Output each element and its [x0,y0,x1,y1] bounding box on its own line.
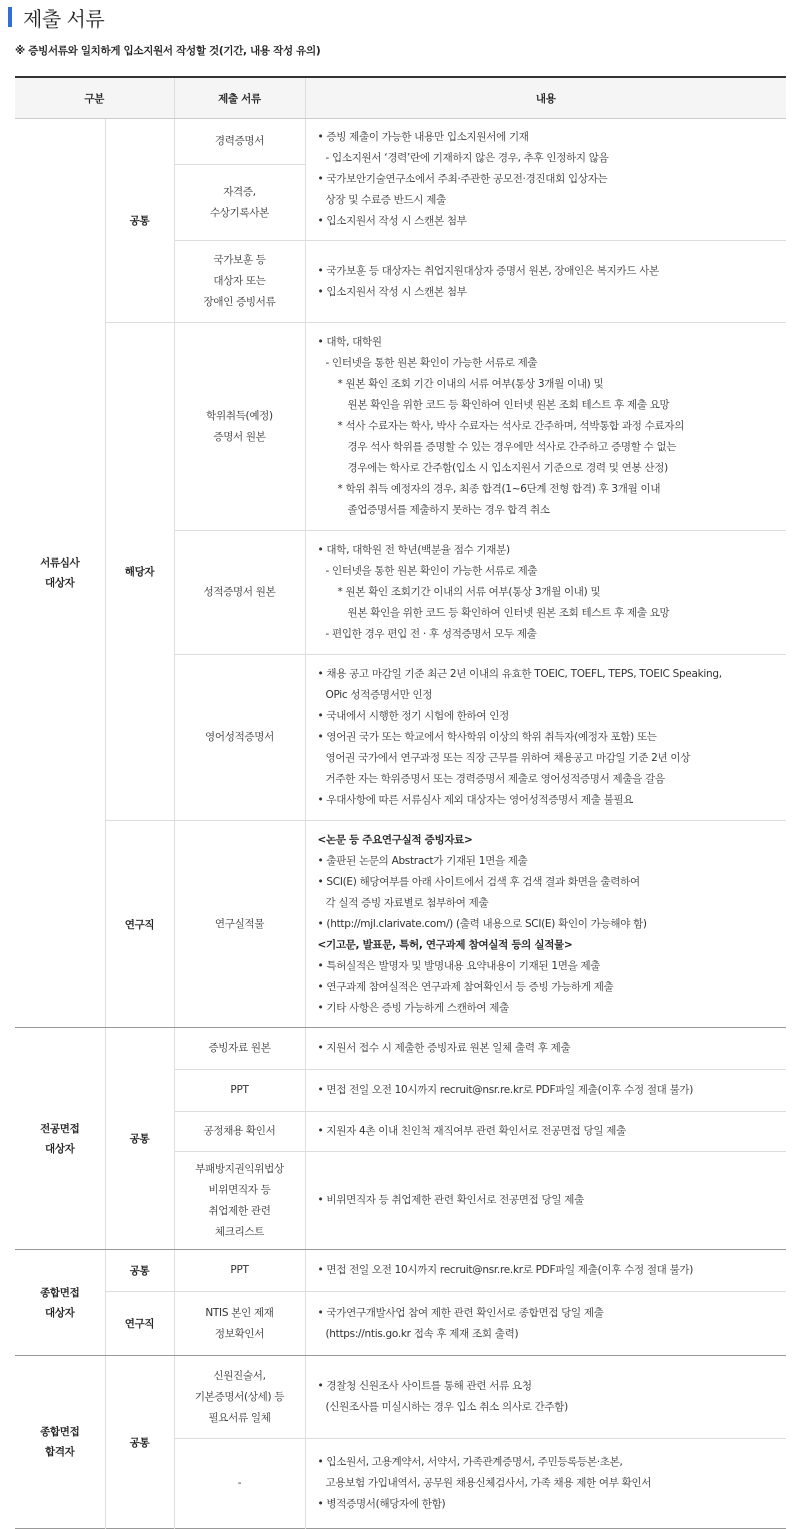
content-line: • 우대사항에 따른 서류심사 제외 대상자는 영어성적증명서 제출 불필요 [317,794,634,806]
document-name-line: 수상기록사본 [209,206,270,219]
document-name-line: 취업제한 관련 [208,1204,271,1217]
title-accent-bar [8,7,12,27]
content-line: • 특허실적은 발명자 및 발명내용 요약내용이 기재된 1면을 제출 [317,959,601,972]
document-cell [174,1439,305,1529]
header-content: 내용 [305,77,786,119]
document-cell [174,1250,305,1292]
content-line: • 경찰청 신원조사 사이트를 통해 관련 서류 요청 [317,1380,532,1392]
content-line: • 입소지원서 작성 시 스캔본 첨부 [317,215,467,227]
document-name-line: 공정채용 확인서 [203,1125,276,1137]
document-name-line: - [237,1477,242,1489]
document-name-line: 증명서 원본 [213,430,266,443]
document-name-line: 부패방지권익위법상 [195,1162,284,1175]
subgroup-label: 해당자 [105,323,174,821]
document-cell [174,821,305,1028]
document-cell [174,1028,305,1070]
content-line: • 입소지원서 작성 시 스캔본 첨부 [317,285,467,298]
table-row [15,1250,786,1292]
subgroup-label: 연구직 [105,821,174,1028]
subgroup-label: 공통 [105,119,174,323]
content-line: • 연구과제 참여실적은 연구과제 참여확인서 등 증빙 가능하게 제출 [317,980,614,993]
document-name-line: 체크리스트 [214,1225,265,1238]
content-line: • 국가보훈 등 대상자는 취업지원대상자 증명서 원본, 장애인은 복지카드 사본 [317,264,659,277]
content-line: <논문 등 주요연구실적 증빙자료> [317,833,473,846]
document-name-line: 영어성적증명서 [205,731,274,743]
content-cell [305,821,786,1028]
content-line: • 입소원서, 고용계약서, 서약서, 가족관계증명서, 주민등록등본·초본, [317,1456,623,1468]
content-line: • 증빙 제출이 가능한 내용만 입소지원서에 기재 [317,131,529,143]
content-cell [305,1439,786,1529]
content-cell [305,531,786,655]
content-line: • 대학, 대학원 전 학년(백분율 점수 기재분) [317,544,510,556]
content-line: • 병적증명서(해당자에 한함) [317,1498,446,1510]
document-name-line: 비위면직자 등 [208,1183,271,1196]
content-line: * 학위 취득 예정자의 경우, 최종 합격(1~6단계 전형 합격) 후 3개월 이내 [337,483,661,495]
content-line: • (http://mjl.clarivate.com/) (출력 내용으로 SCI(E) 확인이 가능해야 함) [317,917,647,930]
document-cell [174,1070,305,1112]
document-cell [174,1152,305,1250]
content-line: 상장 및 수료증 반드시 제출 [325,194,446,206]
content-cell [305,1152,786,1250]
header-category: 구분 [15,77,174,119]
content-line: • 지원자 4촌 이내 친인척 재직여부 관련 확인서로 전공면접 당일 제출 [317,1125,626,1137]
table-row [15,1028,786,1070]
group-label: 서류심사 대상자 [15,119,105,1028]
document-name-line: PPT [230,1084,249,1096]
group-label: 종합면접 대상자 [15,1250,105,1356]
content-line: - 입소지원서 ‘경력’란에 기재하지 않은 경우, 추후 인정하지 않음 [325,152,609,164]
document-cell [174,241,305,323]
content-line: • SCI(E) 해당여부를 아래 사이트에서 검색 후 검색 결과 화면을 출력하여 [317,875,640,888]
header-document: 제출 서류 [174,77,305,119]
document-cell [174,1112,305,1152]
content-line: 고용보험 가입내역서, 공무원 채용신체검사서, 가족 채용 제한 여부 확인서 [325,1477,652,1489]
content-line: 각 실적 증빙 자료별로 첨부하여 제출 [325,896,489,909]
section-title-text: 제출 서류 [23,6,105,31]
document-name-line: PPT [230,1264,249,1276]
content-line: • 면접 전일 오전 10시까지 recruit@nsr.re.kr로 PDF파일 제출(이후 수정 절대 불가) [317,1264,694,1276]
content-line: • 국가보안기술연구소에서 주최·주관한 공모전·경진대회 입상자는 [317,173,608,185]
content-line: • 국내에서 시행한 정기 시험에 한하여 인정 [317,710,509,722]
document-cell [174,323,305,531]
content-cell [305,1250,786,1292]
table-row [15,821,786,1028]
content-line: * 석사 수료자는 학사, 박사 수료자는 석사로 간주하며, 석박통합 과정 수료자의 [337,420,685,432]
group-label: 종합면접 합격자 [40,1426,80,1458]
content-line: - 편입한 경우 편입 전 · 후 성적증명서 모두 제출 [325,628,537,640]
content-cell [305,1292,786,1356]
content-line: 경우 석사 학위를 증명할 수 있는 경우에만 석사로 간주하고 증명할 수 없는 [347,441,677,453]
content-line: • 비위면직자 등 취업제한 관련 확인서로 전공면접 당일 제출 [317,1194,584,1206]
document-name-line: 성적증명서 원본 [203,586,276,598]
document-name-line: 대상자 또는 [213,275,266,287]
subgroup-label: 공통 [105,1356,174,1529]
content-line: • 국가연구개발사업 참여 제한 관련 확인서로 종합면접 당일 제출 [317,1306,604,1319]
subgroup-label: 공통 [105,1250,174,1292]
content-line: (신원조사를 미실시하는 경우 입소 취소 의사로 간주함) [325,1401,568,1413]
documents-table [15,76,786,1529]
content-line: • 기타 사항은 증빙 가능하게 스캔하여 제출 [317,1001,509,1014]
content-line: 거주한 자는 학위증명서 또는 경력증명서 제출로 영어성적증명서 제출을 갈음 [325,773,665,785]
content-cell [305,1070,786,1112]
document-name-line: 필요서류 일체 [208,1411,271,1424]
content-cell [305,1112,786,1152]
table-row [15,323,786,531]
content-cell [305,1356,786,1439]
content-line: • 채용 공고 마감일 기준 최근 2년 이내의 유효한 TOEIC, TOEFL, TEPS, TOEIC Speaking, [317,668,722,680]
document-name-line: 증빙자료 원본 [208,1042,271,1054]
content-line: (https://ntis.go.kr 접속 후 제재 조회 출력) [325,1327,519,1340]
content-line: • 영어권 국가 또는 학교에서 학사학위 이상의 학위 취득자(예정자 포함) 또는 [317,731,657,743]
content-line: <기고문, 발표문, 특허, 연구과제 참여실적 등의 실적물> [317,938,573,951]
group-label: 전공면접 대상자 [15,1028,105,1250]
content-line: 경우에는 학사로 간주함(입소 시 입소지원서 기준으로 경력 및 연봉 산정) [347,462,668,474]
content-cell [305,655,786,821]
document-cell [174,531,305,655]
table-row [15,1356,786,1439]
document-name-line: 국가보훈 등 [213,254,266,266]
document-name-line: 신원진술서, [213,1369,266,1382]
document-cell [174,1356,305,1439]
subgroup-label: 공통 [105,1028,174,1250]
document-name-line: 학위취득(예정) [206,409,273,422]
content-cell [305,323,786,531]
document-name-line: 자격증, [223,185,256,198]
document-name-line: 장애인 증빙서류 [203,296,276,308]
content-line: 졸업증명서를 제출하지 못하는 경우 합격 취소 [347,504,550,516]
content-line: • 면접 전일 오전 10시까지 recruit@nsr.re.kr로 PDF파일 제출(이후 수정 절대 불가) [317,1084,694,1096]
table-header-row [15,77,786,119]
document-cell [174,119,305,165]
document-name-line: 기본증명서(상세) 등 [194,1390,285,1403]
subgroup-label: 연구직 [105,1292,174,1356]
section-title [8,2,104,32]
content-line: 원본 확인을 위한 코드 등 확인하여 인터넷 원본 조회 테스트 후 제출 요망 [347,607,670,619]
document-name-line: 경력증명서 [214,135,265,147]
content-line: • 대학, 대학원 [317,336,382,348]
table-row [15,1292,786,1356]
content-line: - 인터넷을 통한 원본 확인이 가능한 서류로 제출 [325,565,538,577]
document-name-line: NTIS 본인 제재 [205,1306,274,1319]
content-cell [305,1028,786,1070]
document-cell [174,1292,305,1356]
content-line: • 출판된 논문의 Abstract가 기재된 1면을 제출 [317,854,528,867]
document-cell [174,165,305,241]
content-line: - 인터넷을 통한 원본 확인이 가능한 서류로 제출 [325,357,538,369]
document-cell [174,655,305,821]
content-cell [305,119,786,241]
content-line: 영어권 국가에서 연구과정 또는 직장 근무를 위하여 채용공고 마감일 기준 2년 이상 [325,752,691,764]
content-line: 원본 확인을 위한 코드 등 확인하여 인터넷 원본 조회 테스트 후 제출 요망 [347,399,670,411]
document-name-line: 정보확인서 [214,1327,265,1340]
table-row [15,119,786,165]
content-line: * 원본 확인 조회기간 이내의 서류 여부(통상 3개월 이내) 및 [337,586,601,598]
notice-text: ※ 증빙서류와 일치하게 입소지원서 작성할 것(기간, 내용 작성 유의) [15,45,321,57]
content-cell [305,241,786,323]
content-line: * 원본 확인 조회 기간 이내의 서류 여부(통상 3개월 이내) 및 [337,378,604,390]
content-line: OPic 성적증명서만 인정 [325,689,433,701]
document-name-line: 연구실적물 [214,917,265,930]
content-line: • 지원서 접수 시 제출한 증빙자료 원본 일체 출력 후 제출 [317,1042,571,1054]
